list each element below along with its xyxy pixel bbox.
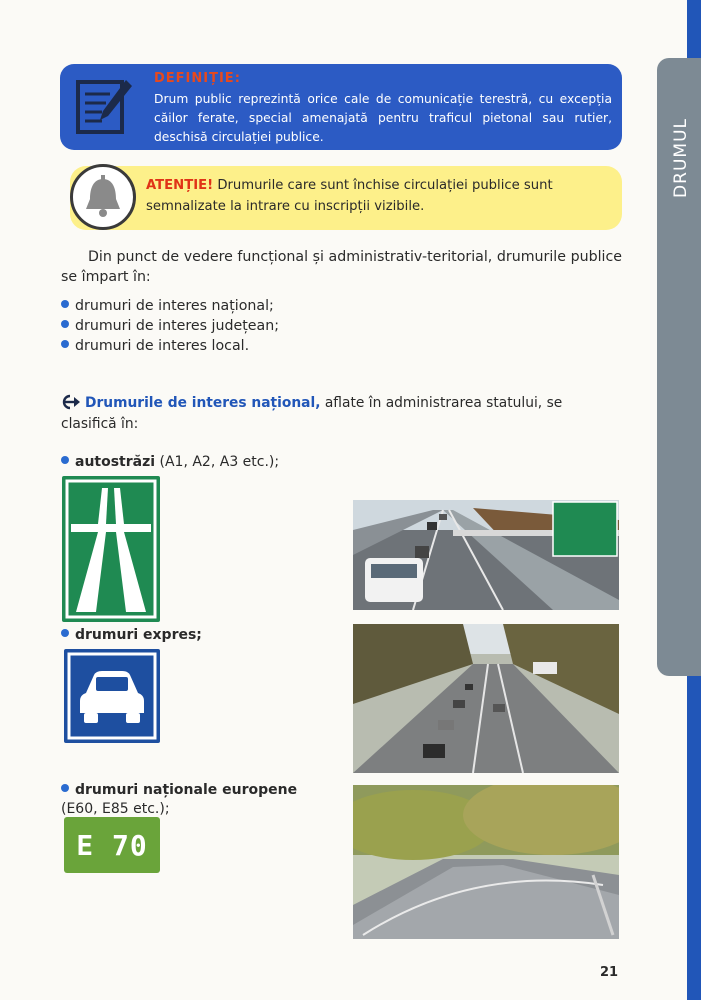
definition-text: Drum public reprezintă orice cale de comunicație terestră, cu excepția căilor ferate, special amenajată pentru traficul pietonal sau rutier, deschisă circulației publice. (154, 92, 612, 144)
motorways-label: autostrăzi (A1, A2, A3 etc.); (61, 453, 279, 472)
attention-box (70, 166, 622, 230)
road-types-list (61, 296, 279, 356)
bullet-icon (61, 320, 69, 328)
definition-title: DEFINIȚIE: (154, 71, 241, 86)
attention-label: ATENȚIE! (146, 178, 214, 193)
list-item: drumuri de interes județean; (61, 316, 279, 336)
bell-icon (70, 164, 136, 230)
national-roads-rest: aflate în administrarea statului, se clasifică în: (61, 395, 563, 432)
motorway-photo (353, 500, 619, 610)
express-road-sign-icon (64, 649, 160, 743)
european-road-photo (353, 785, 619, 939)
bullet-icon (61, 629, 69, 637)
european-roads-label: drumuri naționale europene (E60, E85 etc.); (61, 782, 298, 817)
national-roads-heading (61, 393, 622, 435)
attention-message: Drumurile care sunt închise circulației publice sunt semnalizate la intrare cu inscripții vizibile. (146, 178, 553, 214)
chapter-tab-label: DRUMUL (671, 118, 691, 198)
european-road-sign: E 70 (64, 817, 160, 873)
express-label: drumuri expres; (61, 626, 202, 645)
express-road-photo (353, 624, 619, 773)
page-number: 21 (600, 965, 619, 980)
bullet-icon (61, 456, 69, 464)
chapter-tab (657, 58, 701, 676)
list-item: drumuri de interes național; (61, 296, 279, 316)
arrow-right-circle-icon (61, 394, 81, 410)
bullet-icon (61, 340, 69, 348)
bullet-icon (61, 300, 69, 308)
definition-box (60, 64, 622, 150)
intro-paragraph: Din punct de vedere funcțional și administrativ-teritorial, drumurile publice se împart în: (61, 249, 622, 285)
attention-text (146, 175, 606, 217)
notepad-pencil-icon (72, 74, 136, 138)
bullet-icon (61, 784, 69, 792)
motorway-sign-icon (62, 476, 160, 622)
list-item: drumuri de interes local. (61, 336, 279, 356)
national-roads-highlight: Drumurile de interes național, (85, 395, 321, 411)
